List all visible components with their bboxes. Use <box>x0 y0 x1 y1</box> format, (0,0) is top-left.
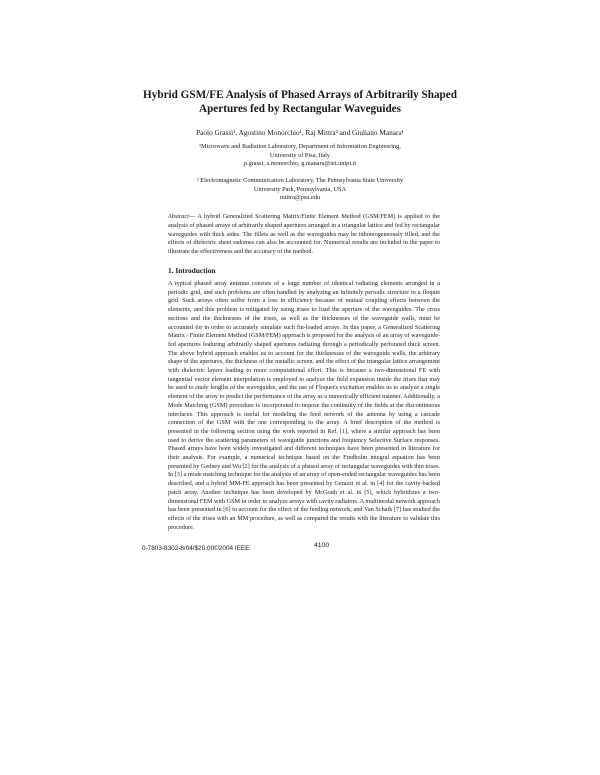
affiliation-2-email: mittra@psu.edu <box>279 194 321 202</box>
copyright-line: 0-7803-8302-8/04/$20.00©2004 IEEE <box>142 545 250 552</box>
affiliation-1-university: University of Pisa, Italy <box>269 151 331 159</box>
page-number: 4100 <box>314 542 330 549</box>
abstract-label: Abstract <box>168 213 189 220</box>
abstract <box>168 213 440 257</box>
paper-title: Hybrid GSM/FE Analysis of Phased Arrays of Arbitrarily Shaped Apertures fed by Rectangular Waveguides <box>143 89 457 115</box>
affiliation-2 <box>150 177 450 203</box>
abstract-text: — A hybrid Generalized Scattering Matrix/Finite Element Method (GSM/FEM) is applied to the analysis of phased arrays of arbitrarily shaped apertures arranged in a triangular lattice and fed by rectangular waveguides with thick sides. The fillets as well as the waveguides may be inhomogeneously filled, and the effects of dielectric sheet radomes can also be accounted for. Numerical results are included in the paper to illustrate the effectiveness and the accuracy of the method. <box>168 213 440 256</box>
section-heading-introduction: 1. Introduction <box>168 266 216 275</box>
affiliation-1 <box>150 143 450 169</box>
affiliation-2-university: University Park, Pennsylvania, USA <box>253 185 347 193</box>
affiliation-1-emails: p.grassi, a.monorchio, g.manara@iet.unipi.it <box>243 160 357 168</box>
author-list: Paolo Grassi¹, Agostino Monorchio¹, Raj Mittra² and Giuliano Manara¹ <box>196 128 404 137</box>
introduction-body: A typical phased array antenna consists of a large number of identical radiating elements arranged in a periodic grid, and such problems are often handled by analyzing an infinitely periodic structure in a floquet grid. Such arrays often suffer from a loss in efficiency because of mutual coupling effects between the elements, and this problem is mitigated by using irises to load the aperture of the waveguides. The cross sections and the thicknesses of the irises, as well as the thicknesses of the waveguide walls, must be accounted for in order to accurately simulate such fin-loaded arrays. In this paper, a Generalized Scattering Matrix / Finite Element Method (GSM/FEM) approach is proposed for the analysis of an array of waveguide-fed apertures featuring arbitrarily shaped apertures radiating through a periodically perforated thick screen. The above hybrid approach enables us to account for the thicknesses of the waveguide walls, the arbitrary shape of the apertures, the thickness of the metallic screen, and the effect of the triangular lattice arrangement with dielectric layers leading to more computational effort. This is because a two-dimensional FE with tangential vector element interpolation is employed to analyze the field expansion inside the irises that may be used to study lengths of the waveguides, and the use of Floquet's excitation enables us to analyze a single element of the array to predict the performance of the array as a numerically efficient manner. Additionally, a Mode Matching (GSM) procedure is incorporated to impose the continuity of the fields at the discontinuous interfaces. This approach is useful for modeling the feed network of the antenna by using a cascade connection of the GSM with the one corresponding to the array. A brief description of the method is presented in the following section using the work reported in Ref. [1], where a similar approach has been used to derive the scattering parameters of waveguide junctions and frequency Selective Surface responses. Phased arrays have been widely investigated and different techniques have been presented in literature for their analysis. For example, a numerical technique based on the Fredholm integral equation has been presented by Gedney and Wu [2] for the analysis of a phased array of rectangular waveguides with thin irises. In [3] a mode matching technique for the analysis of an array of open-ended rectangular waveguides has been described, and a hybrid MM-FE approach has been presented by Gerazzi et al. in [4] for the cavity-backed patch array. Another technique has been developed by McGrath et al. in [5], which hybridizes a two-dimensional FEM with GSM in order to analyze arrays with cavity radiators. A multimodal network approach has been presented in [6] to account for the effect of the feeding network, and Van Schaik [7] has studied the effects of the irises with an MM procedure, as well as compared the results with the literature to validate this procedure. <box>168 280 440 531</box>
affiliation-2-org: ² Electromagnetic Communication Laboratory, The Pennsylvania State University <box>196 177 404 184</box>
affiliation-1-org: ¹Microwave and Radiation Laboratory, Department of Information Engineering, <box>199 143 401 150</box>
